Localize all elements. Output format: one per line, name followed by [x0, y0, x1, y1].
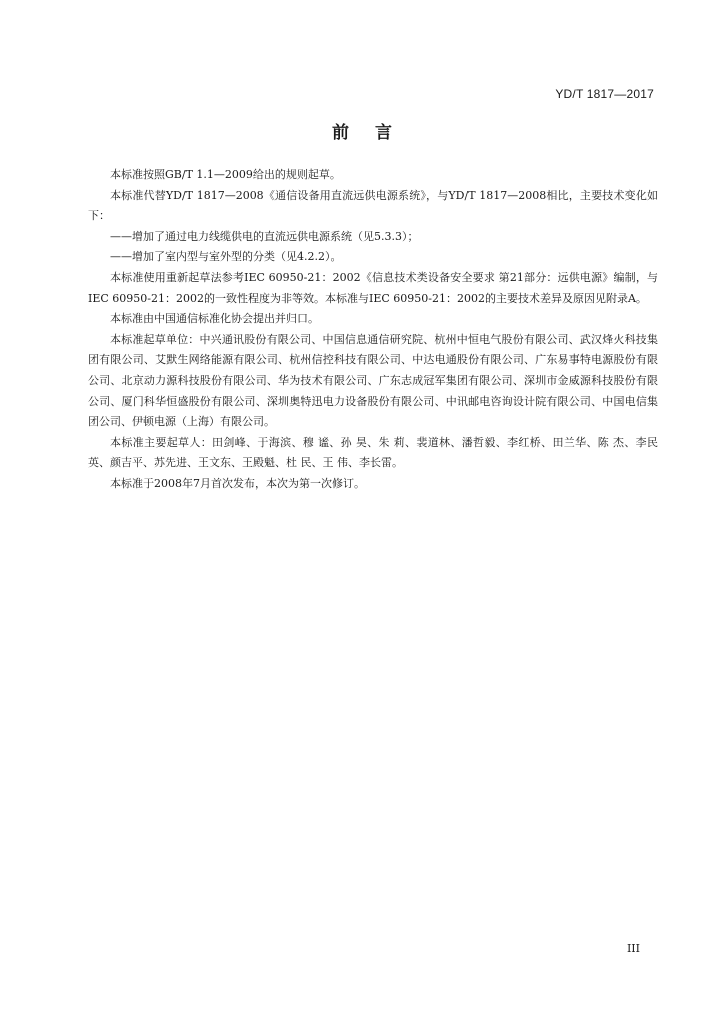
paragraph-iec-reference: 本标准使用重新起草法参考IEC 60950-21：2002《信息技术类设备安全要求 第21部分：远供电源》编制，与IEC 60950-21：2002的一致性程度为非等效。本标准与IEC 60950-21：2002的主要技术差异及原因见附录A。	[88, 270, 658, 305]
paragraph-drafting-units: 本标准起草单位：中兴通讯股份有限公司、中国信息通信研究院、杭州中恒电气股份有限公司、武汉烽火科技集团有限公司、艾默生网络能源有限公司、杭州信控科技有限公司、中达电通股份有限公司、广东易事特电源股份有限公司、北京动力源科技股份有限公司、华为技术有限公司、广东志成冠军集团有限公司、深圳市金威源科技股份有限公司、厦门科华恒盛股份有限公司、深圳奥特迅电力设备股份有限公司、中讯邮电咨询设计院有限公司、中国电信集团公司、伊顿电源（上海）有限公司。	[88, 332, 658, 429]
page-number: III	[626, 942, 640, 955]
paragraph-drafting-rules: 本标准按照GB/T 1.1—2009给出的规则起草。	[110, 168, 341, 181]
change-item-indoor-outdoor: ——增加了室内型与室外型的分类（见4.2.2）。	[110, 250, 342, 264]
foreword-body	[88, 165, 658, 495]
paragraph-drafters: 本标准主要起草人：田剑峰、于海滨、穆 谧、孙 昊、朱 莉、裴道林、潘哲毅、李红桥、田兰华、陈 杰、李民英、颜吉平、苏先进、王文东、王殿魁、杜 民、王 伟、李长雷。	[88, 435, 658, 470]
paragraph-replacement: 本标准代替YD/T 1817—2008《通信设备用直流远供电源系统》，与YD/T 1817—2008相比，主要技术变化如下：	[88, 188, 658, 223]
page-title: 前言	[332, 123, 418, 143]
standard-number: YD/T 1817—2017	[555, 87, 654, 101]
paragraph-publication-history: 本标准于2008年7月首次发布，本次为第一次修订。	[110, 476, 365, 490]
paragraph-proposer: 本标准由中国通信标准化协会提出并归口。	[110, 312, 319, 326]
change-item-power-line: ——增加了通过电力线缆供电的直流远供电源系统（见5.3.3）；	[110, 229, 419, 243]
